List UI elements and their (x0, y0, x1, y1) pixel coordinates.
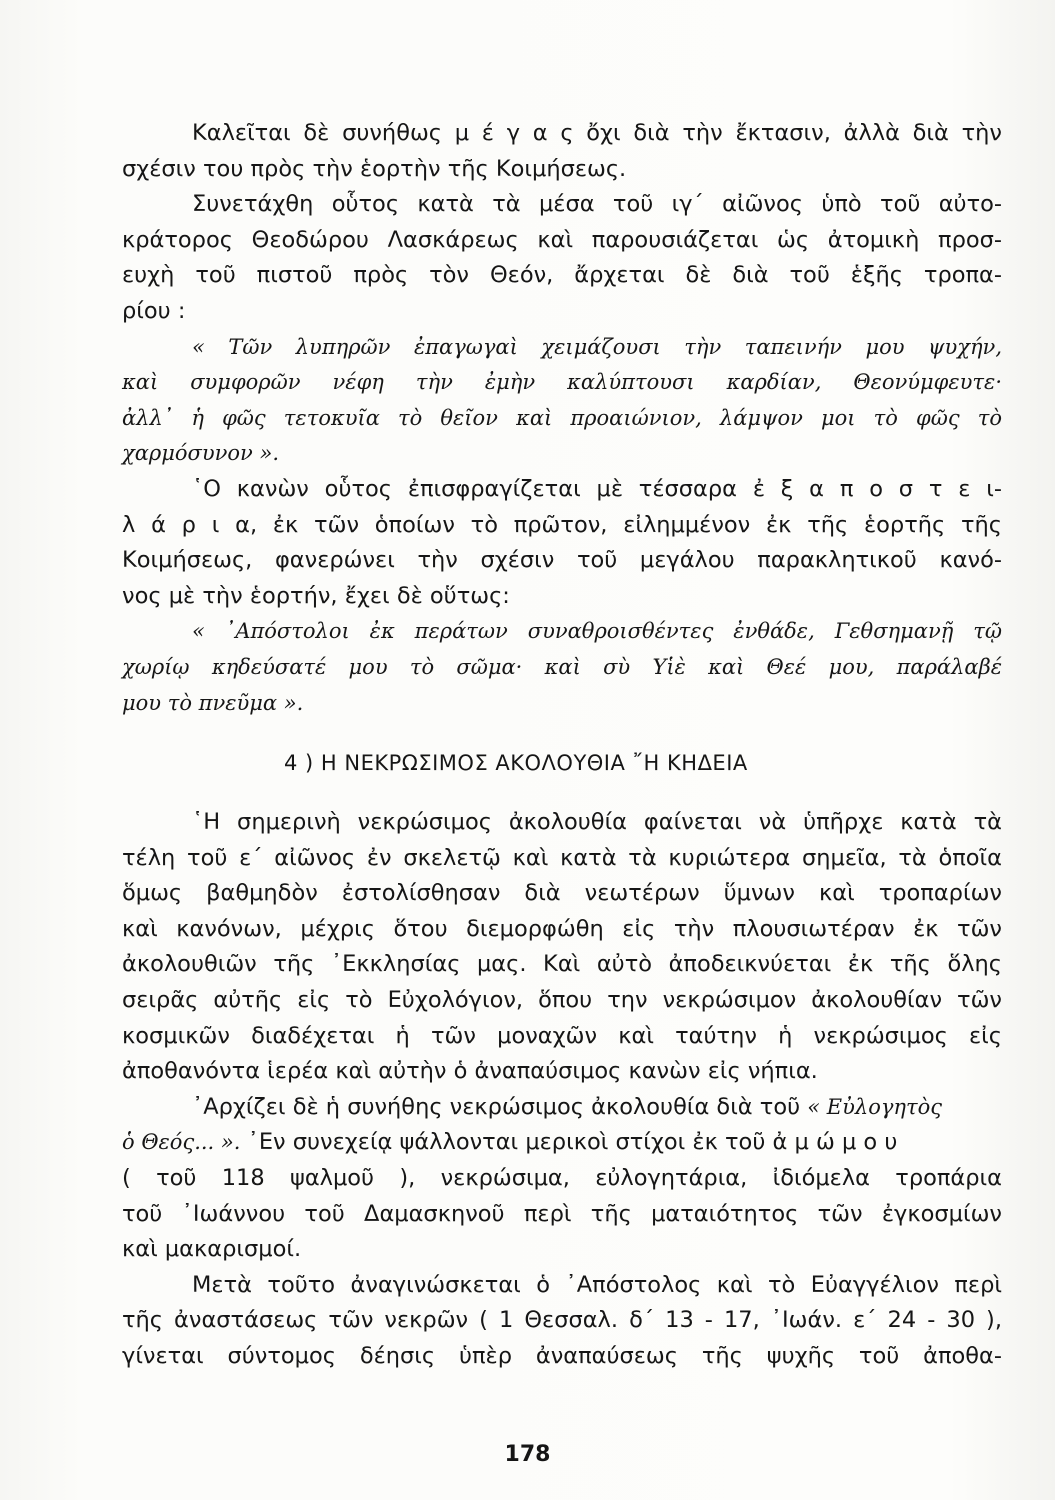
text-line: τῆς ἀναστάσεως τῶν νεκρῶν ( 1 Θεσσαλ. δ΄ 13 - 17, ᾽Ιωάν. ε΄ 24 - 30 ), (122, 1307, 1002, 1334)
text-line: νος μὲ τὴν ἑορτήν, ἔχει δὲ οὕτως: (122, 582, 510, 609)
text-line: Κοιμήσεως, φανερώνει τὴν σχέσιν τοῦ μεγάλου παρακλητικοῦ κανό- (122, 547, 1002, 574)
text-line: καὶ κανόνων, μέχρις ὅτου διεμορφώθη εἰς τὴν πλουσιωτέραν ἐκ τῶν (122, 915, 1002, 942)
quote-line: « Τῶν λυπηρῶν ἐπαγωγαὶ χειμάζουσι τὴν ταπεινήν μου ψυχήν, (192, 334, 1002, 359)
quote-line: μου τὸ πνεῦμα ». (122, 690, 304, 715)
text-line: σχέσιν του πρὸς τὴν ἑορτὴν τῆς Κοιμήσεως. (122, 155, 627, 182)
quote-line: χαρμόσυνον ». (122, 441, 280, 466)
text-line: ἀποθανόντα ἱερέα καὶ αὐτὴν ὁ ἀναπαύσιμος κανὼν εἰς νήπια. (122, 1058, 818, 1085)
quote-line: χωρίῳ κηδεύσατέ μου τὸ σῶμα· καὶ σὺ Υἱὲ καὶ Θεέ μου, παράλαβέ (122, 654, 1002, 679)
paragraph-6 (122, 1268, 1002, 1375)
text-line: ευχὴ τοῦ πιστοῦ πρὸς τὸν Θεόν, ἄρχεται δὲ διὰ τοῦ ἑξῆς τροπα- (122, 262, 1002, 289)
text-line: ὅμως βαθμηδὸν ἐστολίσθησαν διὰ νεωτέρων ὕμνων καὶ τροπαρίων (122, 880, 1002, 907)
text-line: ρίου : (122, 297, 186, 324)
text-line: κοσμικῶν διαδέχεται ἡ τῶν μοναχῶν καὶ ταύτην ἡ νεκρώσιμος εἰς (122, 1022, 1002, 1049)
text-line: Καλεῖται δὲ συνήθως μ έ γ α ς ὄχι διὰ τὴν ἔκτασιν, ἀλλὰ διὰ τὴν (192, 120, 1002, 146)
paragraph-2 (122, 187, 1002, 329)
italic-span: ὁ Θεός... ». (122, 1130, 241, 1155)
text-line: Μετὰ τοῦτο ἀναγινώσκεται ὁ ᾽Απόστολος καὶ τὸ Εὐαγγέλιον περὶ (192, 1271, 1002, 1298)
text-line: γίνεται σύντομος δέησις ὑπὲρ ἀναπαύσεως τῆς ψυχῆς τοῦ ἀποθα- (122, 1343, 1002, 1369)
text-line: ῾Ο κανὼν οὗτος ἐπισφραγίζεται μὲ τέσσαρα ἐ ξ α π ο σ τ ε ι- (192, 475, 1002, 502)
text-line: τοῦ ᾽Ιωάννου τοῦ Δαμασκηνοῦ περὶ τῆς ματαιότητος τῶν ἐγκοσμίων (122, 1200, 1002, 1227)
text-line (122, 1125, 1002, 1161)
text-line: τέλη τοῦ ε΄ αἰῶνος ἐν σκελετῷ καὶ κατὰ τὰ κυριώτερα σημεῖα, τὰ ὁποῖα (122, 844, 1002, 871)
quote-line: « ᾽Απόστολοι ἐκ περάτων συναθροισθέντες ἐνθάδε, Γεθσημανῇ τῷ (192, 619, 1002, 644)
quote-line: καὶ συμφορῶν νέφη τὴν ἐμὴν καλύπτουσι καρδίαν, Θεονύμφευτε· (122, 370, 1002, 395)
text-line (122, 1090, 1002, 1126)
text-line: Συνετάχθη οὗτος κατὰ τὰ μέσα τοῦ ιγ΄ αἰῶνος ὑπὸ τοῦ αὐτο- (192, 191, 1002, 218)
paragraph-3 (122, 472, 1002, 614)
text-line: σειρᾶς αὐτῆς εἰς τὸ Εὐχολόγιον, ὅπου την νεκρώσιμον ἀκολουθίαν τῶν (122, 987, 1002, 1014)
text-span: ᾽Αρχίζει δὲ ἡ συνήθης νεκρώσιμος ἀκολουθία διὰ τοῦ (192, 1093, 808, 1120)
text-column (122, 116, 1002, 1375)
italic-span: « Εὐλογητὸς (807, 1094, 943, 1119)
text-line: καὶ μακαρισμοί. (122, 1236, 302, 1263)
quote-line: ἀλλ᾽ ἡ φῶς τετοκυῖα τὸ θεῖον καὶ προαιώνιον, λάμψον μοι τὸ φῶς τὸ (122, 405, 1002, 430)
page-number: 178 (504, 1442, 551, 1467)
text-line: ( τοῦ 118 ψαλμοῦ ), νεκρώσιμα, εὐλογητάρια, ἰδιόμελα τροπάρια (122, 1165, 1002, 1192)
text-span: ᾽Εν συνεχείᾳ ψάλλονται μερικοὶ στίχοι ἐκ τοῦ ἀ μ ώ μ ο υ (240, 1129, 898, 1156)
text-line: λ ά ρ ι α, ἐκ τῶν ὁποίων τὸ πρῶτον, εἰλημμένον ἐκ τῆς ἑορτῆς τῆς (122, 511, 1002, 538)
exaposteilarion-quote (122, 614, 1002, 721)
troparion-quote (122, 330, 1002, 472)
text-line: ῾Η σημερινὴ νεκρώσιμος ἀκολουθία φαίνεται νὰ ὑπῆρχε κατὰ τὰ (192, 809, 1002, 836)
text-line: κράτορος Θεοδώρου Λασκάρεως καὶ παρουσιάζεται ὡς ἀτομικὴ προσ- (122, 226, 1002, 253)
paragraph-5 (122, 1090, 1002, 1268)
paragraph-4 (122, 805, 1002, 1090)
paragraph-1 (122, 116, 1002, 187)
section-heading: 4 ) Η ΝΕΚΡΩΣΙΜΟΣ ΑΚΟΛΟΥΘΙΑ ῎Η ΚΗΔΕΙΑ (284, 751, 748, 776)
text-line: ἀκολουθιῶν τῆς ᾽Εκκλησίας μας. Καὶ αὐτὸ ἀποδεικνύεται ἐκ τῆς ὅλης (122, 951, 1002, 978)
